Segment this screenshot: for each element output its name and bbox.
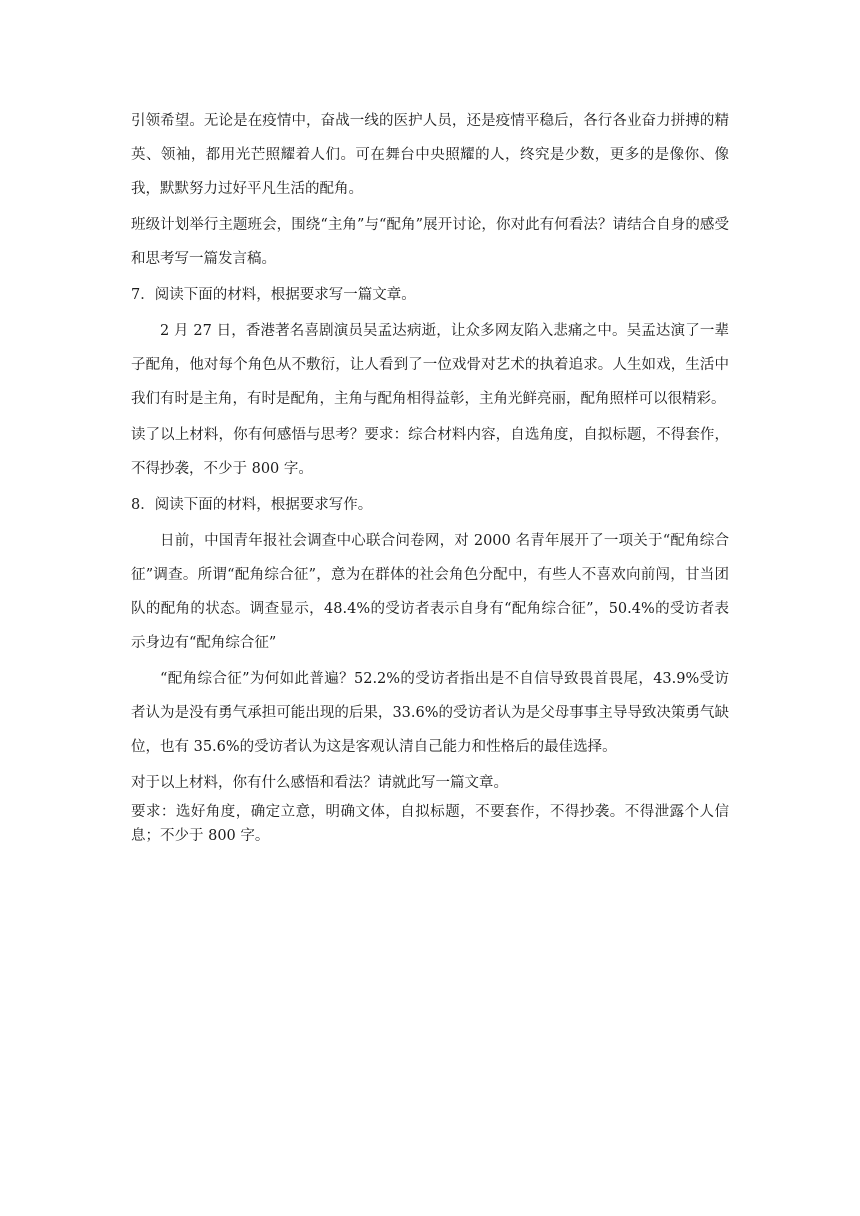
question-8-heading: 8．阅读下面的材料，根据要求写作。 bbox=[131, 497, 373, 513]
question-7-material: 2 月 27 日，香港著名喜剧演员吴孟达病逝，让众多网友陷入悲痛之中。吴孟达演了一辈子配角，他对每个角色从不敷衍，让人看到了一位戏骨对艺术的执着追求。人生如戏，生活中我们有时是主角，有时是配角，主角与配角相得益彰，主角光鲜亮丽，配角照样可以很精彩。 bbox=[131, 323, 729, 407]
question-8-prompt: 对于以上材料，你有什么感悟和看法？请就此写一篇文章。 bbox=[131, 775, 508, 791]
question-8-material-2: “配角综合征”为何如此普遍？52.2%的受访者指出是不自信导致畏首畏尾，43.9%受访者认为是没有勇气承担可能出现的后果，33.6%的受访者认为是父母事事主导导致决策勇气缺位，也有 35.6%的受访者认为这是客观认清自己能力和性格后的最佳选择。 bbox=[131, 671, 729, 755]
intro-task-paragraph: 班级计划举行主题班会，围绕“主角”与“配角”展开讨论，你对此有何看法？请结合自身的感受和思考写一篇发言稿。 bbox=[131, 217, 729, 267]
intro-paragraph: 引领希望。无论是在疫情中，奋战一线的医护人员，还是疫情平稳后，各行各业奋力拼搏的精英、领袖，都用光芒照耀着人们。可在舞台中央照耀的人，终究是少数，更多的是像你、像我，默默努力过好平凡生活的配角。 bbox=[131, 113, 729, 197]
document-body bbox=[131, 104, 729, 848]
question-7-requirement: 读了以上材料，你有何感悟与思考？要求：综合材料内容，自选角度，自拟标题，不得套作，不得抄袭，不少于 800 字。 bbox=[131, 427, 729, 477]
question-7-heading: 7．阅读下面的材料，根据要求写一篇文章。 bbox=[131, 287, 416, 303]
question-8-material-1: 日前，中国青年报社会调查中心联合问卷网，对 2000 名青年展开了一项关于“配角综合征”调查。所谓“配角综合征”，意为在群体的社会角色分配中，有些人不喜欢向前闯，甘当团队的配角的状态。调查显示，48.4%的受访者表示自身有“配角综合征”，50.4%的受访者表示身边有“配角综合征” bbox=[131, 533, 729, 651]
question-8-requirement: 要求：选好角度，确定立意，明确文体，自拟标题，不要套作，不得抄袭。不得泄露个人信息；不少于 800 字。 bbox=[131, 804, 729, 844]
